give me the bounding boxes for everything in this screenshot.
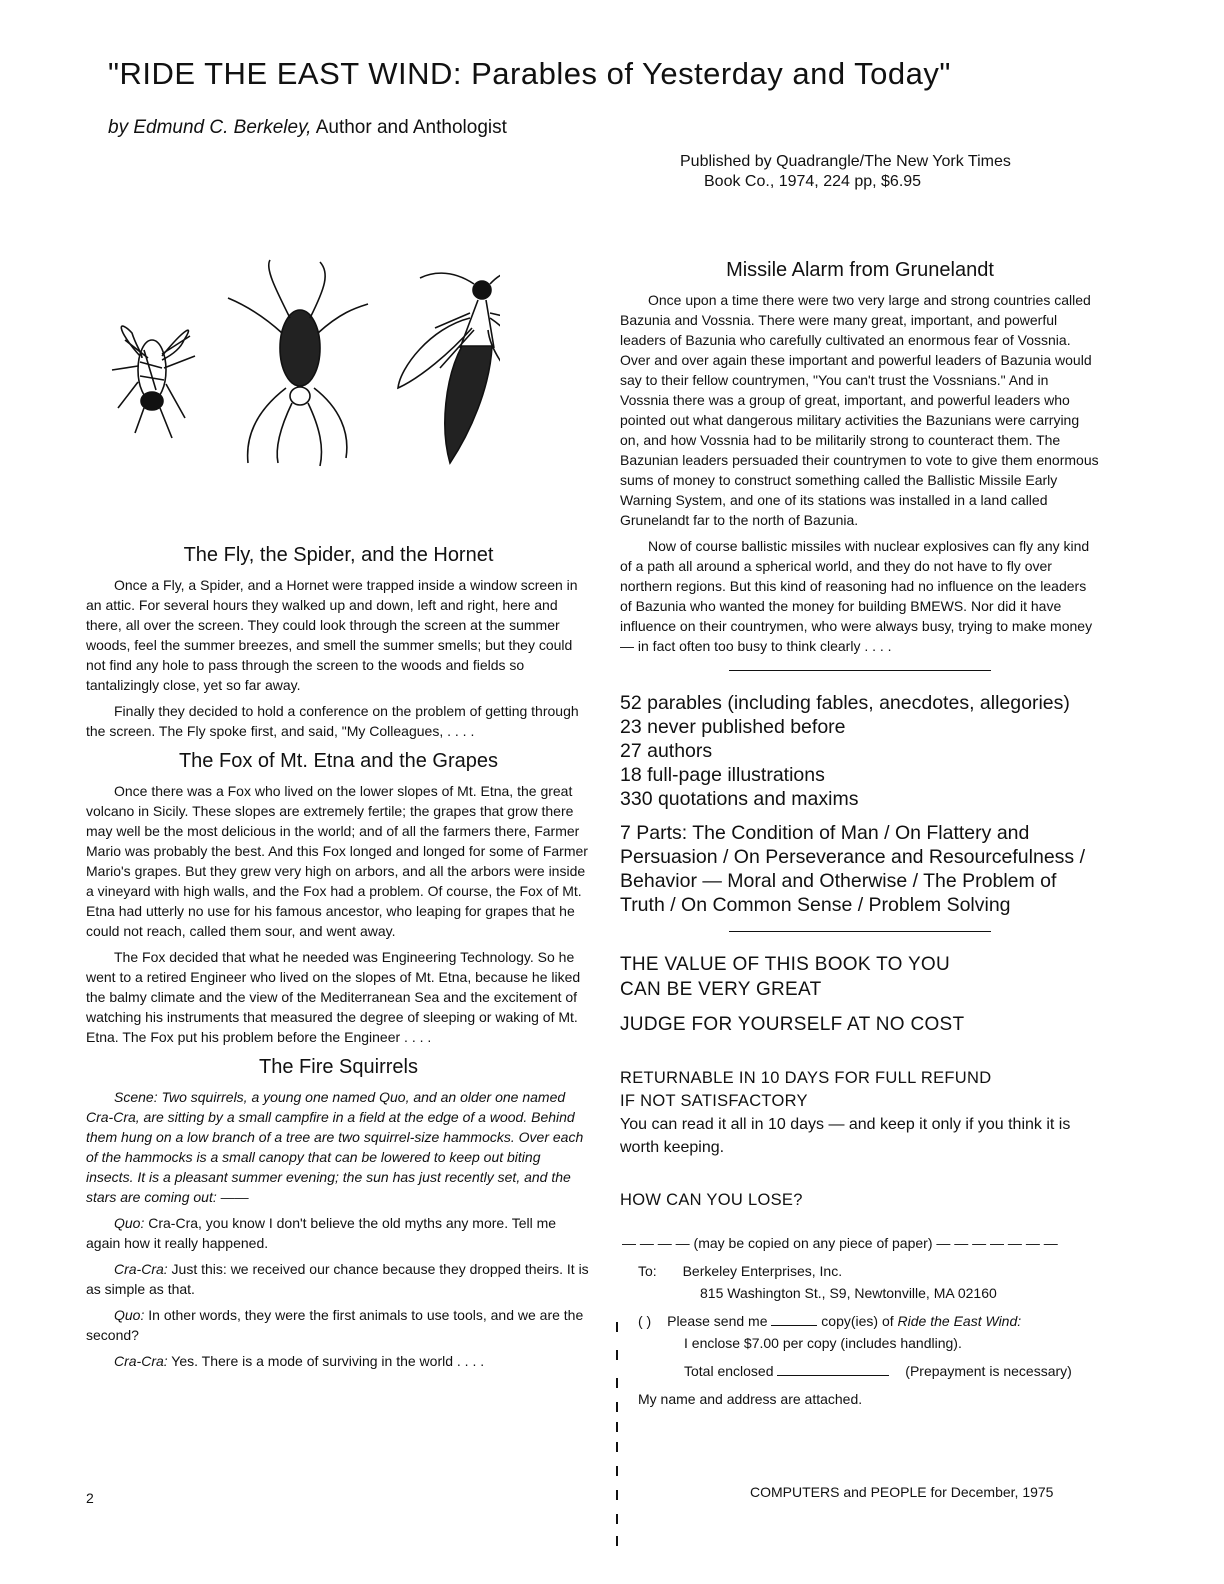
how-lose: HOW CAN YOU LOSE?: [620, 1191, 803, 1209]
fly-heading: The Fly, the Spider, and the Hornet: [183, 544, 494, 566]
to-name: Berkeley Enterprises, Inc.: [682, 1263, 843, 1279]
divider: [729, 931, 991, 932]
prepay-note: (Prepayment is necessary): [905, 1363, 1072, 1379]
speaker: Quo:: [114, 1307, 145, 1323]
fox-paragraph-1: Once there was a Fox who lived on the lower slopes of Mt. Etna, the great volcano in Sicily. These slopes are extremely fertile; the grapes that grow there may well be the most delicious in the world; and of all the farmers there, Farmer Mario was probably the best. And this Fox longed and longed for some of Farmer Mario's grapes. But they grew very high on arbors, and all the arbors were inside a vineyard with high walls, and the Fox had a problem. Of course, the Fox of Mt. Etna had utterly no use for his famous ancestor, who leaping for grapes that he could not reach, called them sour, and went away.: [86, 783, 588, 939]
dialogue-text: Cra-Cra, you know I don't believe the old myths any more. Tell me again how it really happened.: [86, 1215, 557, 1251]
right-column: [620, 260, 1100, 1410]
send-suffix: copy(ies) of: [821, 1313, 894, 1329]
dialogue-text: In other words, they were the first animals to use tools, and we are the second?: [86, 1307, 584, 1343]
order-form: [620, 1232, 1100, 1410]
dialogue-text: Just this: we received our chance because they dropped theirs. It is as simple as that.: [86, 1261, 589, 1297]
total-label: Total enclosed: [684, 1363, 774, 1379]
to-address: 815 Washington St., S9, Newtonville, MA 02160: [700, 1285, 997, 1301]
stat-item: 18 full-page illustrations: [620, 764, 825, 786]
publication-line-2: Book Co., 1974, 224 pp, $6.95: [704, 173, 922, 190]
to-label: To:: [638, 1263, 657, 1279]
page-number: 2: [86, 1490, 94, 1506]
dialogue-line-1: [86, 1213, 591, 1253]
book-parts: 7 Parts: The Condition of Man / On Flattery and Persuasion / On Perseverance and Resourcefulness / Behavior — Moral and Otherwise / The Problem of Truth / On Common Sense / Problem Solving: [620, 822, 1086, 916]
squirrels-heading: The Fire Squirrels: [259, 1056, 418, 1078]
squirrels-scene: Scene: Two squirrels, a young one named Quo, and an older one named Cra-Cra, are sitting by a small campfire in a field at the edge of a wood. Behind them hung on a low branch of a tree are two squirrel-size hammocks. Over each of the hammocks is a small canopy that can be lowered to keep out biting insects. It is a pleasant summer evening; the sun has just recently set, and the stars are coming out: ——: [86, 1089, 584, 1205]
dialogue-line-2: [86, 1259, 591, 1299]
insects-illustration: [100, 258, 500, 468]
total-blank[interactable]: [777, 1361, 889, 1376]
hornet-icon: [398, 271, 500, 463]
byline-role: Author and Anthologist: [311, 117, 507, 138]
dialogue-line-4: [86, 1351, 591, 1371]
fly-icon: [112, 326, 195, 438]
divider: [729, 670, 991, 671]
stat-item: 27 authors: [620, 740, 713, 762]
left-column: [86, 535, 591, 1377]
value-line-2: CAN BE VERY GREAT: [620, 979, 822, 1000]
book-title: Ride the East Wind:: [897, 1313, 1022, 1329]
copy-note: — — — — (may be copied on any piece of paper) — — — — — — —: [622, 1235, 1058, 1251]
returnable-line-1: RETURNABLE IN 10 DAYS FOR FULL REFUND: [620, 1069, 992, 1087]
book-stats: [620, 691, 1100, 811]
stat-item: 23 never published before: [620, 716, 846, 738]
speaker: Cra-Cra:: [114, 1261, 168, 1277]
fly-paragraph-1: Once a Fly, a Spider, and a Hornet were trapped inside a window screen in an attic. For several hours they walked up and down, left and right, here and there, all over the screen. They could look through the screen at the summer woods, feel the summer breezes, and smell the summer smells; but they could not find any hole to pass through the screen to the woods and fields so tantalizingly close, yet so far away.: [86, 577, 578, 693]
address-note: My name and address are attached.: [638, 1391, 863, 1407]
enclose-line: I enclose $7.00 per copy (includes handling).: [684, 1335, 962, 1351]
publication-info: [680, 152, 1011, 192]
returnable-line-2: IF NOT SATISFACTORY: [620, 1092, 808, 1110]
fox-heading: The Fox of Mt. Etna and the Grapes: [178, 750, 499, 772]
publication-line-1: Published by Quadrangle/The New York Times: [680, 153, 1011, 170]
missile-paragraph-1: Once upon a time there were two very large and strong countries called Bazunia and Vossnia. There were many great, important, and powerful leaders of Bazunia who carefully cultivated an enormous fear of Vossnia. Over and over again these important and powerful leaders of Bazunia would say to their fellow countrymen, "You can't trust the Vossnians." And in Vossnia there was a group of great, important, and powerful leaders who pointed out what dangerous military activities the Bazunians were carrying on, and how Vossnia had to be militarily strong to counteract them. The Bazunian leaders persuaded their countrymen to vote to give them enormous sums of money to construct something called the Ballistic Missile Early Warning System, and one of its stations was installed in a land called Grunelandt far to the north of Bazunia.: [620, 292, 1099, 528]
fox-paragraph-2: The Fox decided that what he needed was Engineering Technology. So he went to a retired Engineer who lived on the slopes of Mt. Etna, because he liked the balmy climate and the view of the Mediterranean Sea and the excitement of watching his instruments that measured the degree of sleeping or waking of Mt. Etna. The Fox put his problem before the Engineer . . . .: [86, 949, 581, 1045]
stat-item: 52 parables (including fables, anecdotes, allegories): [620, 692, 1070, 714]
missile-heading: Missile Alarm from Grunelandt: [726, 259, 994, 281]
dialogue-line-3: [86, 1305, 591, 1345]
byline-author: by Edmund C. Berkeley,: [108, 117, 312, 138]
dialogue-text: Yes. There is a mode of surviving in the world . . . .: [167, 1353, 485, 1369]
to-block: [622, 1260, 1100, 1304]
missile-paragraph-2: Now of course ballistic missiles with nuclear explosives can fly any kind of a path all around a spherical world, and they do not have to fly over northern regions. But this kind of reasoning had no influence on the leaders of Bazunia who wanted the money for building BMEWS. Nor did it have influence on their countrymen, who were always busy, trying to make money — in fact often too busy to think clearly . . . .: [620, 538, 1093, 654]
copies-blank[interactable]: [771, 1311, 817, 1326]
page-title: "RIDE THE EAST WIND: Parables of Yesterday and Today": [108, 56, 951, 91]
byline: [108, 117, 507, 139]
magazine-footer: COMPUTERS and PEOPLE for December, 1975: [750, 1484, 1054, 1500]
order-checkbox[interactable]: ( ): [638, 1313, 652, 1329]
speaker: Quo:: [114, 1215, 145, 1231]
returnable-statement: [620, 1067, 1100, 1113]
total-line: [622, 1360, 1100, 1382]
send-line: [622, 1310, 1100, 1332]
judge-statement: JUDGE FOR YOURSELF AT NO COST: [620, 1014, 965, 1035]
value-statement: [620, 952, 1100, 1002]
speaker: Cra-Cra:: [114, 1353, 168, 1369]
spider-icon: [228, 260, 368, 466]
stat-item: 330 quotations and maxims: [620, 788, 859, 810]
read-statement: You can read it all in 10 days — and keep it only if you think it is worth keeping.: [620, 1116, 1071, 1156]
value-line-1: THE VALUE OF THIS BOOK TO YOU: [620, 954, 951, 975]
fly-paragraph-2: Finally they decided to hold a conference on the problem of getting through the screen. The Fly spoke first, and said, "My Colleagues, . . . .: [86, 703, 579, 739]
send-prefix: Please send me: [667, 1313, 768, 1329]
